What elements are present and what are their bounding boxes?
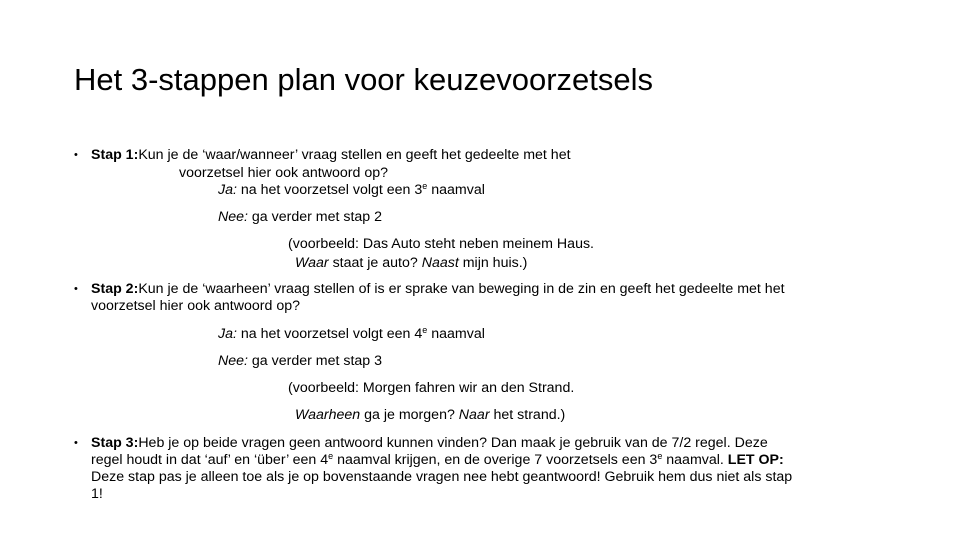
step-1-example-line-1: (voorbeeld: Das Auto steht neben meinem Haus. — [288, 236, 594, 252]
step-1-example-line-2: Waar staat je auto? Naast mijn huis.) — [295, 255, 528, 271]
step-2-label: Stap 2: — [91, 281, 139, 297]
step-2-ja: Ja: na het voorzetsel volgt een 4e naamval — [218, 325, 485, 342]
step-2-nee: Nee: ga verder met stap 3 — [218, 353, 383, 369]
slide-title: Het 3-stappen plan voor keuzevoorzetsels — [74, 62, 653, 97]
step-2-line-2: voorzetsel hier ook antwoord op? — [91, 298, 300, 314]
let-op-label: LET OP: — [727, 452, 784, 468]
step-2-line-1: Stap 2:Kun je de ‘waarheen’ vraag stellen of is er sprake van beweging in de zin en geeft het gedeelte met het — [91, 281, 785, 297]
bullet-icon: • — [74, 149, 78, 161]
step-1-line-1: Stap 1:Kun je de ‘waar/wanneer’ vraag stellen en geeft het gedeelte met het — [91, 147, 571, 163]
step-2-example-line-1: (voorbeeld: Morgen fahren wir an den Strand. — [288, 380, 575, 396]
bullet-icon: • — [74, 437, 78, 449]
step-3-line-3: Deze stap pas je alleen toe als je op bovenstaande vragen nee hebt geantwoord! Gebruik hem dus niet als stap — [91, 469, 793, 485]
step-2-example-line-2: Waarheen ga je morgen? Naar het strand.) — [295, 407, 566, 423]
step-1-nee: Nee: ga verder met stap 2 — [218, 209, 383, 225]
step-1-label: Stap 1: — [91, 147, 139, 163]
step-3-label: Stap 3: — [91, 435, 139, 451]
step-1-line-2: voorzetsel hier ook antwoord op? — [179, 165, 388, 181]
step-3-line-2: regel houdt in dat ‘auf’ en ‘über’ een 4e naamval krijgen, en de overige 7 voorzetsels een 3e naamval. LET OP: — [91, 451, 784, 468]
step-3-line-4: 1! — [91, 486, 103, 502]
step-3-line-1: Stap 3:Heb je op beide vragen geen antwoord kunnen vinden? Dan maak je gebruik van de 7/2 regel. Deze — [91, 435, 768, 451]
step-1-ja: Ja: na het voorzetsel volgt een 3e naamval — [218, 181, 485, 198]
bullet-icon: • — [74, 283, 78, 295]
